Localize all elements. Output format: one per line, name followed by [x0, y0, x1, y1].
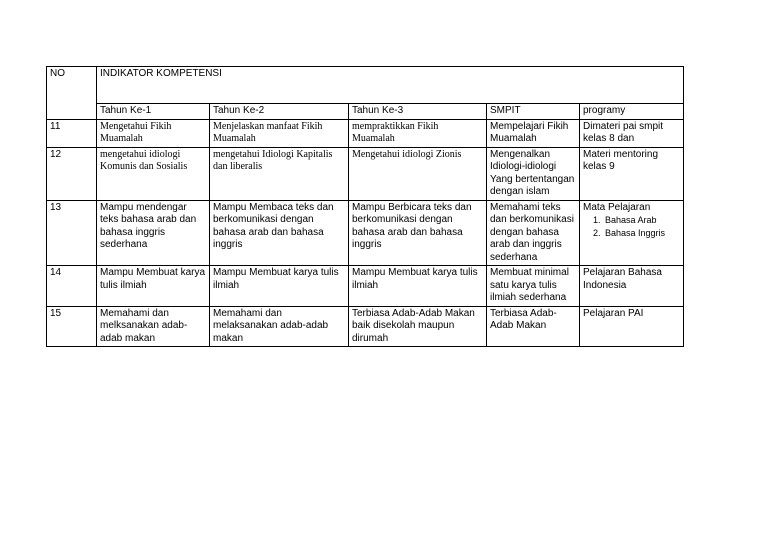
table-cell: Membuat minimal satu karya tulis ilmiah sederhana — [487, 266, 580, 307]
list-item: 2. Bahasa Inggris — [603, 227, 680, 240]
table-row — [47, 147, 684, 200]
table-cell: Dimateri pai smpit kelas 8 dan — [580, 119, 684, 147]
column-header-year-1: Tahun Ke-1 — [97, 104, 210, 120]
table-cell: mengetahui Idiologi Kapitalis dan liberalis — [210, 147, 349, 200]
table-cell: mengetahui idiologi Komunis dan Sosialis — [97, 147, 210, 200]
table-row — [47, 119, 684, 147]
table-cell: Mampu mendengar teks bahasa arab dan bahasa inggris sederhana — [97, 200, 210, 266]
column-header-smpit: SMPIT — [487, 104, 580, 120]
row-number: 14 — [47, 266, 97, 307]
row-number: 12 — [47, 147, 97, 200]
cell-heading: Mata Pelajaran — [583, 201, 651, 213]
row-number: 15 — [47, 306, 97, 347]
table-cell: mempraktikkan Fikih Muamalah — [349, 119, 487, 147]
row-number: 11 — [47, 119, 97, 147]
table-row — [47, 306, 684, 347]
table-cell: Menjelaskan manfaat Fikih Muamalah — [210, 119, 349, 147]
subject-list — [583, 214, 680, 240]
column-header-programy: programy — [580, 104, 684, 120]
row-number: 13 — [47, 200, 97, 266]
table-cell: Materi mentoring kelas 9 — [580, 147, 684, 200]
table-cell: Mampu Membuat karya tulis ilmiah — [349, 266, 487, 307]
competency-table — [46, 66, 684, 347]
table-cell: Memahami dan melksanakan adab-adab makan — [97, 306, 210, 347]
table-cell: Terbiasa Adab-Adab Makan baik disekolah maupun dirumah — [349, 306, 487, 347]
column-header-year-3: Tahun Ke-3 — [349, 104, 487, 120]
column-header-year-2: Tahun Ke-2 — [210, 104, 349, 120]
table-cell: Memahami dan melaksanakan adab-adab makan — [210, 306, 349, 347]
table-title: INDIKATOR KOMPETENSI — [97, 67, 684, 104]
table-cell: Pelajaran Bahasa Indonesia — [580, 266, 684, 307]
table-cell: Mempelajari Fikih Muamalah — [487, 119, 580, 147]
table-row — [47, 266, 684, 307]
table-cell: Mengenalkan Idiologi-idiologi Yang bertentangan dengan islam — [487, 147, 580, 200]
table-row — [47, 200, 684, 266]
table-cell: Mampu Membaca teks dan berkomunikasi dengan bahasa arab dan bahasa inggris — [210, 200, 349, 266]
table-cell: Mampu Membuat karya tulis ilmiah — [210, 266, 349, 307]
table-cell: Mampu Membuat karya tulis ilmiah — [97, 266, 210, 307]
table-cell: Mengetahui Fikih Muamalah — [97, 119, 210, 147]
table-cell: Mampu Berbicara teks dan berkomunikasi dengan bahasa arab dan bahasa inggris — [349, 200, 487, 266]
table-cell-with-list — [580, 200, 684, 266]
list-item: 1. Bahasa Arab — [603, 214, 680, 227]
table-cell: Memahami teks dan berkomunikasi dengan bahasa arab dan inggris sederhana — [487, 200, 580, 266]
table-cell: Terbiasa Adab-Adab Makan — [487, 306, 580, 347]
table-cell: Pelajaran PAI — [580, 306, 684, 347]
table-cell: Mengetahui idiologi Zionis — [349, 147, 487, 200]
no-column-header: NO — [47, 67, 97, 120]
